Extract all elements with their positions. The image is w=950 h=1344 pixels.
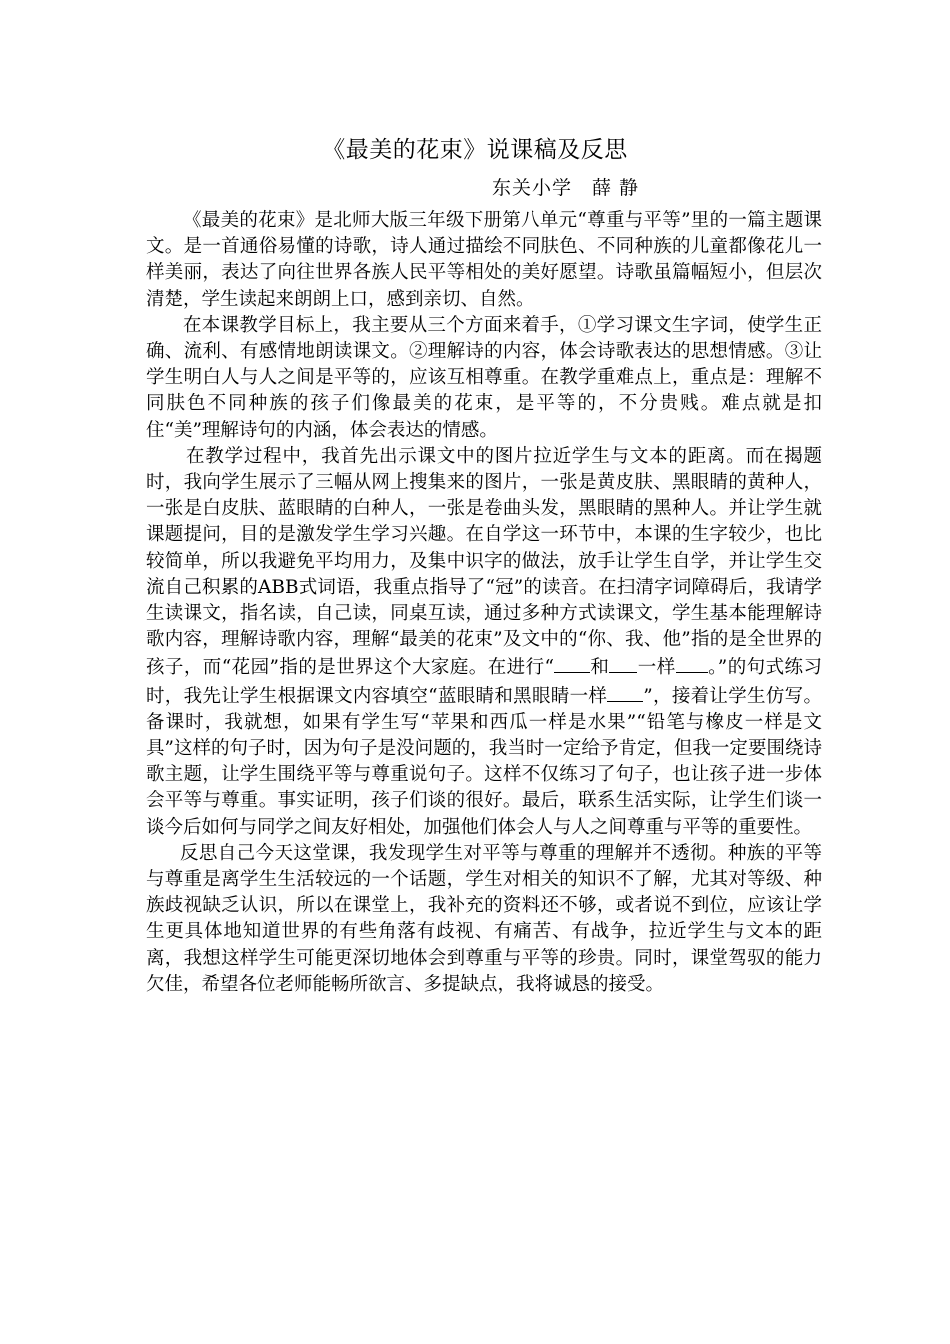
fill-blank-3: [676, 653, 708, 673]
paragraph-objectives: 在本课教学目标上，我主要从三个方面来着手，①学习课文生字词，使学生正确、流利、有感情地朗读课文。②理解诗的内容，体会诗歌表达的思想情感。③让学生明白人与人之间是平等的，应该互相尊重。在教学重难点上，重点是：理解不同肤色不同种族的孩子们像最美的花束，是平等的，不分贵贱。难点就是扣住“美”理解诗句的内涵，体会表达的情感。: [146, 314, 822, 441]
paragraph-reflection: 反思自己今天这堂课，我发现学生对平等与尊重的理解并不透彻。种族的平等与尊重是离学生生活较远的一个话题，学生对相关的知识不了解，尤其对等级、种族歧视缺乏认识，所以在课堂上，我补充的资料还不够，或者说不到位，应该让学生更具体地知道世界的有些角落有歧视、有痛苦、有战争，拉近学生与文本的距离，我想这样学生可能更深切地体会到尊重与平等的珍贵。同时，课堂驾驭的能力欠佳，希望各位老师能畅所欲言、多提缺点，我将诚恳的接受。: [146, 842, 822, 995]
process-text-part-2: 和: [590, 657, 610, 679]
fill-blank-2: [609, 653, 637, 673]
process-text-part-3: 一样: [637, 657, 676, 679]
paragraph-intro: 《最美的花束》是北师大版三年级下册第八单元“尊重与平等”里的一篇主题课文。是一首通俗易懂的诗歌，诗人通过描绘不同肤色、不同种族的儿童都像花儿一样美丽，表达了向往世界各族人民平等相处的美好愿望。诗歌虽篇幅短小，但层次清楚，学生读起来朗朗上口，感到亲切、自然。: [146, 210, 822, 310]
paragraph-process: [146, 444, 822, 841]
document-body: [146, 208, 822, 998]
document-author: 东关小学 薛 静: [492, 177, 640, 199]
fill-blank-4: [607, 682, 643, 702]
document-title: 《最美的花束》说课稿及反思: [322, 137, 628, 163]
process-text-part-5: ”，接着让学生仿写。备课时，我就想，如果有学生写“苹果和西瓜一样是水果”“铅笔与橡皮一样是文具”这样的句子时，因为句子是没问题的，我当时一定给予肯定，但我一定要围绕诗歌主题，让学生围绕平等与尊重说句子。这样不仅练习了句子，也让孩子进一步体会平等与尊重。事实证明，孩子们谈的很好。最后，联系生活实际，让学生们谈一谈今后如何与同学之间友好相处，加强他们体会人与人之间尊重与平等的重要性。: [146, 685, 822, 838]
fill-blank-1: [554, 653, 590, 673]
process-text-part-1: 在教学过程中，我首先出示课文中的图片拉近学生与文本的距离。而在揭题时，我向学生展示了三幅从网上搜集来的图片，一张是黄皮肤、黑眼睛的黄种人，一张是白皮肤、蓝眼睛的白种人，一张是卷曲头发，黑眼睛的黑种人。并让学生就课题提问，目的是激发学生学习兴趣。在自学这一环节中，本课的生字较少，也比较简单，所以我避免平均用力，及集中识字的做法，放手让学生自学，并让学生交流自己积累的ABB式词语，我重点指导了“冠”的读音。在扫清字词障碍后，我请学生读课文，指名读，自己读，同桌互读，通过多种方式读课文，学生基本能理解诗歌内容，理解诗歌内容，理解“最美的花束”及文中的“你、我、他”指的是全世界的孩子，而“花园”指的是世界这个大家庭。在进行“: [146, 445, 822, 679]
process-text-part-4: 。”的句式练习时，我先让学生根据课文内容填空“蓝眼睛和黑眼睛一样: [146, 657, 822, 707]
